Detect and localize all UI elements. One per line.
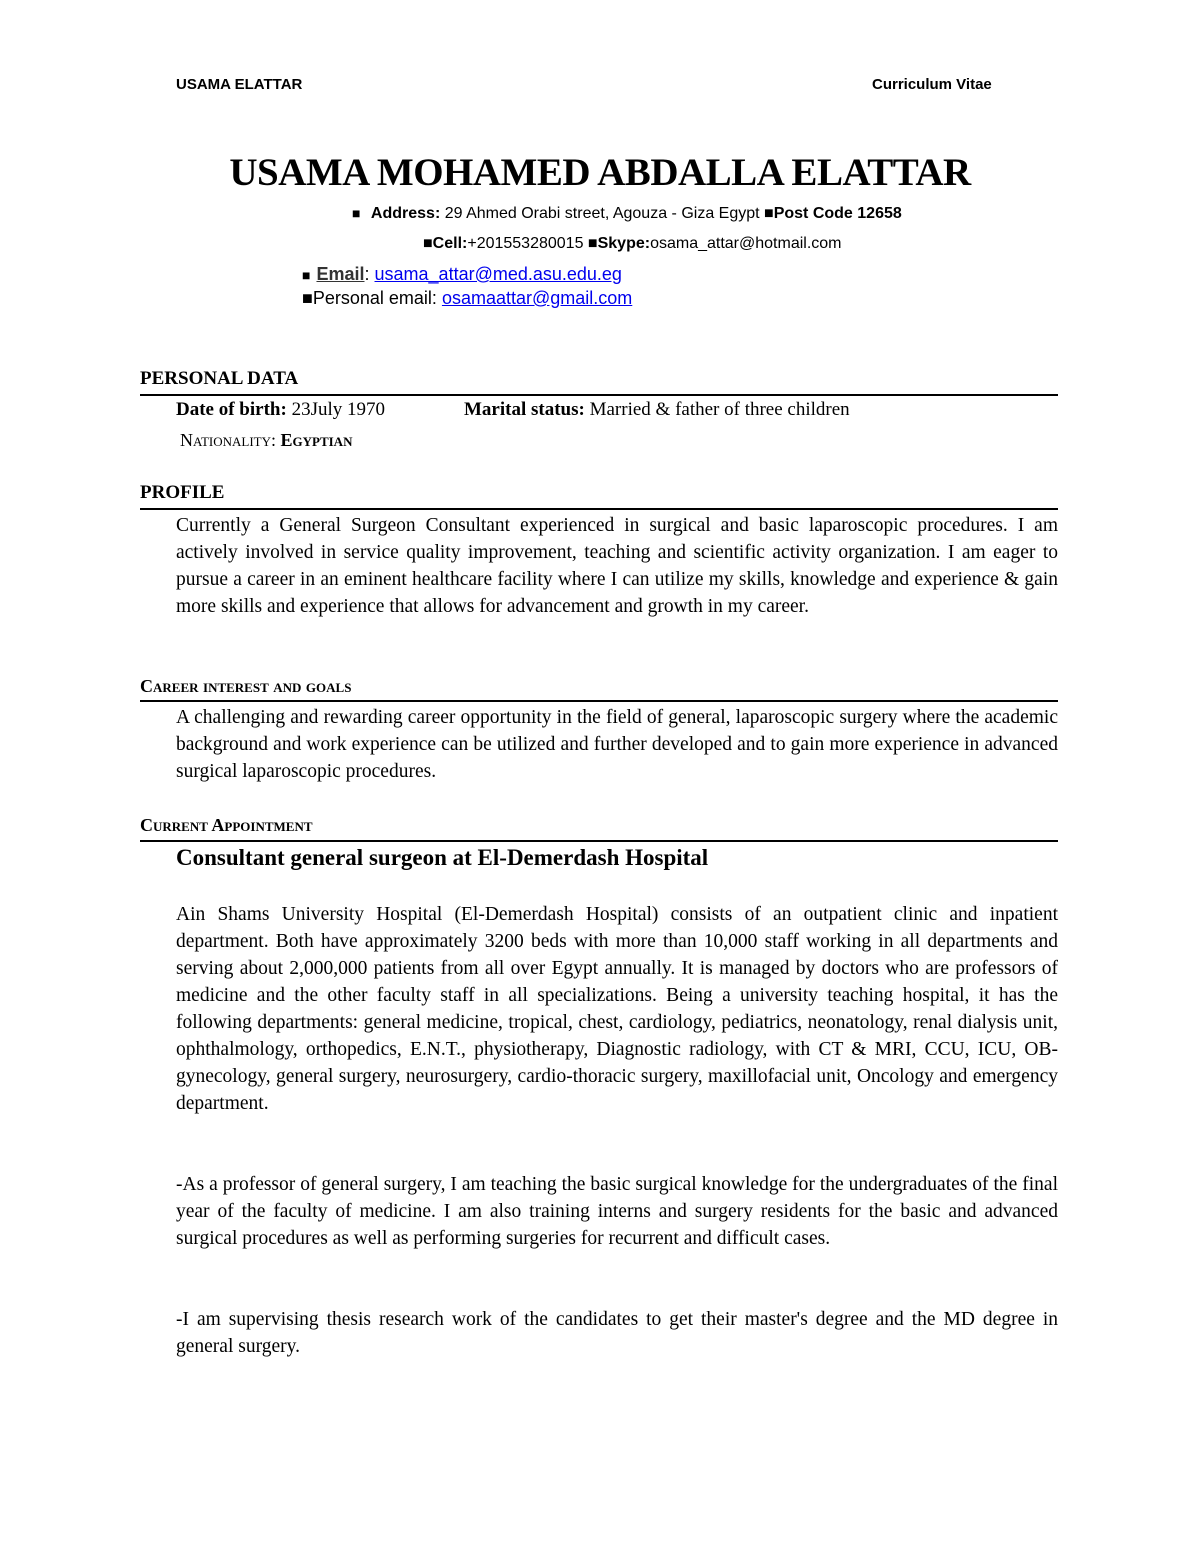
bullet-square-icon: ■: [423, 235, 433, 252]
personal-email-label: Personal email:: [312, 288, 442, 308]
position-title: Consultant general surgeon at El-Demerdash Hospital: [176, 845, 709, 870]
marital-value: Married & father of three children: [584, 399, 850, 420]
postcode-label: Post Code 12658: [773, 205, 902, 222]
personal-email-link[interactable]: osamaattar@gmail.com: [441, 288, 633, 308]
cv-name: USAMA MOHAMED ABDALLA ELATTAR: [229, 151, 971, 194]
email-link[interactable]: usama_attar@med.asu.edu.eg: [374, 264, 622, 284]
hospital-description: Ain Shams University Hospital (El-Demerdash Hospital) consists of an outpatient clinic and inpatient department. Both have approximately 3200 beds with more than 10,000 staff working in all departments and serving about 2,000,000 patients from all over Egypt annually. It is managed by doctors who are professors of medicine and the other faculty staff in all specializations. Being a university teaching hospital, it has the following departments: general medicine, tropical, chest, cardiology, pediatrics, neonatology, renal dialysis unit, ophthalmology, orthopedics, E.N.T., physiotherapy, Diagnostic radiology, with CT & MRI, CCU, ICU, OB-gynecology, general surgery, neurosurgery, cardio-thoracic surgery, maxillofacial unit, Oncology and emergency department.: [176, 904, 1058, 1114]
personal-data-heading: PERSONAL DATA: [140, 368, 299, 389]
running-header-title: Curriculum Vitae: [872, 76, 992, 93]
bullet-square-icon: ■: [352, 205, 361, 221]
personal-email-line: [302, 288, 632, 309]
dob-row: [176, 399, 385, 421]
bullet-square-icon: ■: [764, 205, 774, 222]
bullet-square-icon: ■: [302, 267, 311, 283]
section-divider: [140, 700, 1058, 702]
career-text: A challenging and rewarding career opportunity in the field of general, laparoscopic surgery where the academic background and work experience can be utilized and further developed and to gain more experience in advanced surgical laparoscopic procedures.: [176, 707, 1058, 782]
phone-line: [423, 235, 842, 253]
bullet-square-icon: ■: [587, 235, 598, 252]
section-divider: [140, 394, 1058, 396]
cell-value: +201553280015: [467, 235, 584, 252]
teaching-paragraph: -As a professor of general surgery, I am teaching the basic surgical knowledge for the undergraduates of the final year of the faculty of medicine. I am also training interns and surgery residents for the basic and advanced surgical procedures as well as performing surgeries for recurrent and difficult cases.: [176, 1174, 1058, 1249]
nationality-row: Nationality: Egyptian: [180, 430, 353, 450]
section-divider: [140, 508, 1058, 510]
running-header-name: USAMA ELATTAR: [176, 76, 303, 93]
supervision-paragraph: -I am supervising thesis research work of the candidates to get their master's degree and the MD degree in general surgery.: [176, 1309, 1058, 1357]
bullet-square-icon: ■: [302, 288, 313, 308]
section-divider: [140, 840, 1058, 842]
nationality-value: Egyptian: [280, 430, 353, 450]
marital-row: [464, 399, 850, 421]
profile-heading: PROFILE: [140, 482, 225, 503]
address-label: Address:: [370, 205, 441, 222]
skype-value: osama_attar@hotmail.com: [650, 235, 842, 252]
marital-label: Marital status:: [464, 399, 585, 420]
profile-text: Currently a General Surgeon Consultant experienced in surgical and basic laparoscopic procedures. I am actively involved in service quality improvement, teaching and scientific activity organization. I am eager to pursue a career in an eminent healthcare facility where I can utilize my skills, knowledge and experience & gain more skills and experience that allows for advancement and growth in my career.: [176, 515, 1058, 617]
address-line: [352, 205, 902, 223]
current-appointment-heading: Current Appointment: [140, 815, 313, 835]
address-value: 29 Ahmed Orabi street, Agouza - Giza Egypt: [444, 205, 760, 222]
dob-value: 23July 1970: [286, 399, 385, 420]
cell-label: Cell:: [432, 235, 468, 252]
email-label: Email: [316, 264, 365, 284]
career-heading: Career interest and goals: [140, 676, 352, 696]
email-line: ■ Email: usama_attar@med.asu.edu.eg: [302, 264, 622, 284]
dob-label: Date of birth:: [176, 399, 287, 420]
skype-label: Skype:: [597, 235, 651, 252]
nationality-label: Nationality: [180, 430, 271, 450]
